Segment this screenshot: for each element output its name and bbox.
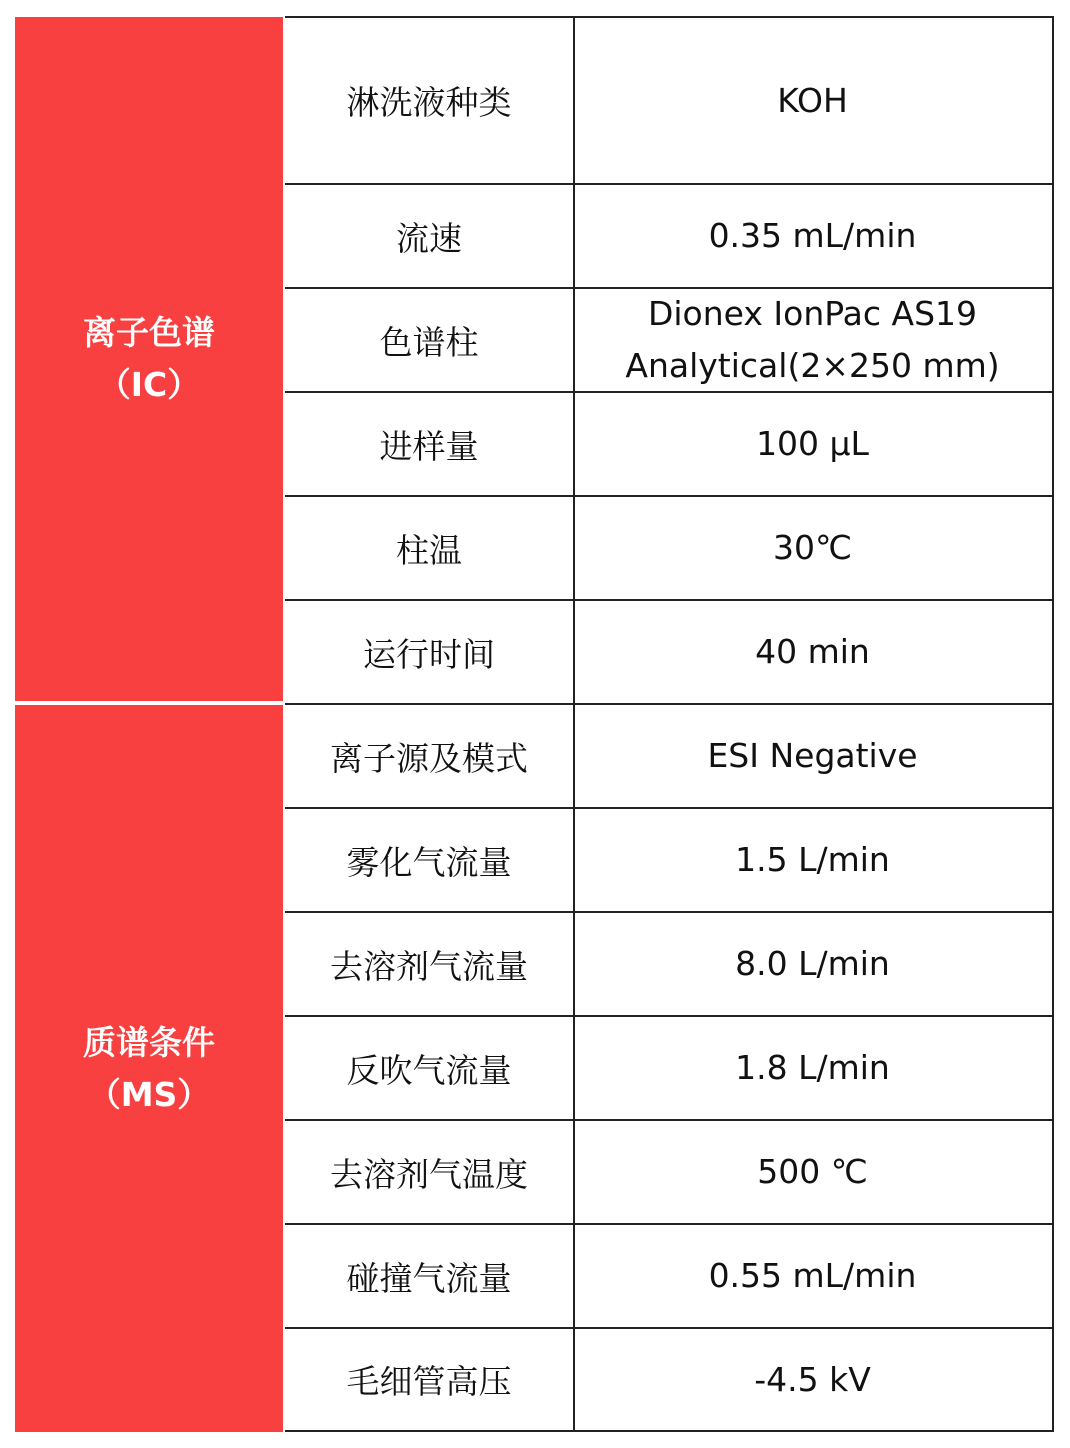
- param-cell: 毛细管高压: [346, 1362, 512, 1401]
- value-cell: [573, 289, 1052, 391]
- param-cell: 雾化气流量: [346, 842, 512, 882]
- table-row: [285, 393, 1054, 495]
- value-cell: 1.5 L/min: [735, 840, 890, 879]
- param-cell: 去溶剂气温度: [330, 1154, 528, 1194]
- value-cell: 8.0 L/min: [735, 944, 890, 983]
- value-cell: 0.35 mL/min: [708, 216, 917, 255]
- value-cell: 100 μL: [756, 424, 869, 463]
- param-cell: 流速: [396, 218, 462, 258]
- table-row: [285, 913, 1054, 1015]
- table-row: [285, 1121, 1054, 1223]
- table-row: [285, 289, 1054, 391]
- table-row: [285, 809, 1054, 911]
- section-header-ms: [15, 705, 283, 1432]
- param-cell: 离子源及模式: [330, 738, 528, 778]
- value-cell: 1.8 L/min: [735, 1048, 890, 1087]
- table-row: [285, 705, 1054, 807]
- section-title-ms: 质谱条件: [83, 1022, 215, 1062]
- param-cell: 色谱柱: [379, 322, 479, 362]
- table-row: [285, 497, 1054, 599]
- param-cell: 运行时间: [363, 634, 495, 674]
- section-header-ic: [15, 17, 283, 701]
- table-row: [285, 1329, 1054, 1430]
- param-cell: 进样量: [379, 426, 479, 466]
- section-abbr-ic: （IC）: [97, 365, 201, 404]
- value-cell: 500 ℃: [757, 1152, 868, 1191]
- value-cell: -4.5 kV: [754, 1359, 871, 1399]
- table-row: [285, 1017, 1054, 1119]
- value-cell: 40 min: [755, 632, 870, 671]
- value-cell: KOH: [777, 80, 848, 120]
- section-title-ic: 离子色谱: [83, 313, 215, 352]
- param-cell: 去溶剂气流量: [330, 946, 528, 986]
- value-cell: ESI Negative: [707, 736, 918, 775]
- table-row: [285, 18, 1054, 183]
- value-cell: 0.55 mL/min: [708, 1256, 917, 1295]
- param-cell: 反吹气流量: [346, 1050, 512, 1090]
- param-cell: 碰撞气流量: [346, 1258, 512, 1298]
- table-row: [285, 1225, 1054, 1327]
- param-cell: 淋洗液种类: [346, 83, 512, 122]
- value-line: Analytical(2×250 mm): [625, 346, 1000, 385]
- section-abbr-ms: （MS）: [87, 1074, 211, 1114]
- table-row: [285, 185, 1054, 287]
- value-cell: 30℃: [772, 528, 853, 567]
- param-cell: 柱温: [396, 530, 462, 570]
- value-line: Dionex IonPac AS19: [647, 294, 978, 333]
- table-row: [285, 601, 1054, 703]
